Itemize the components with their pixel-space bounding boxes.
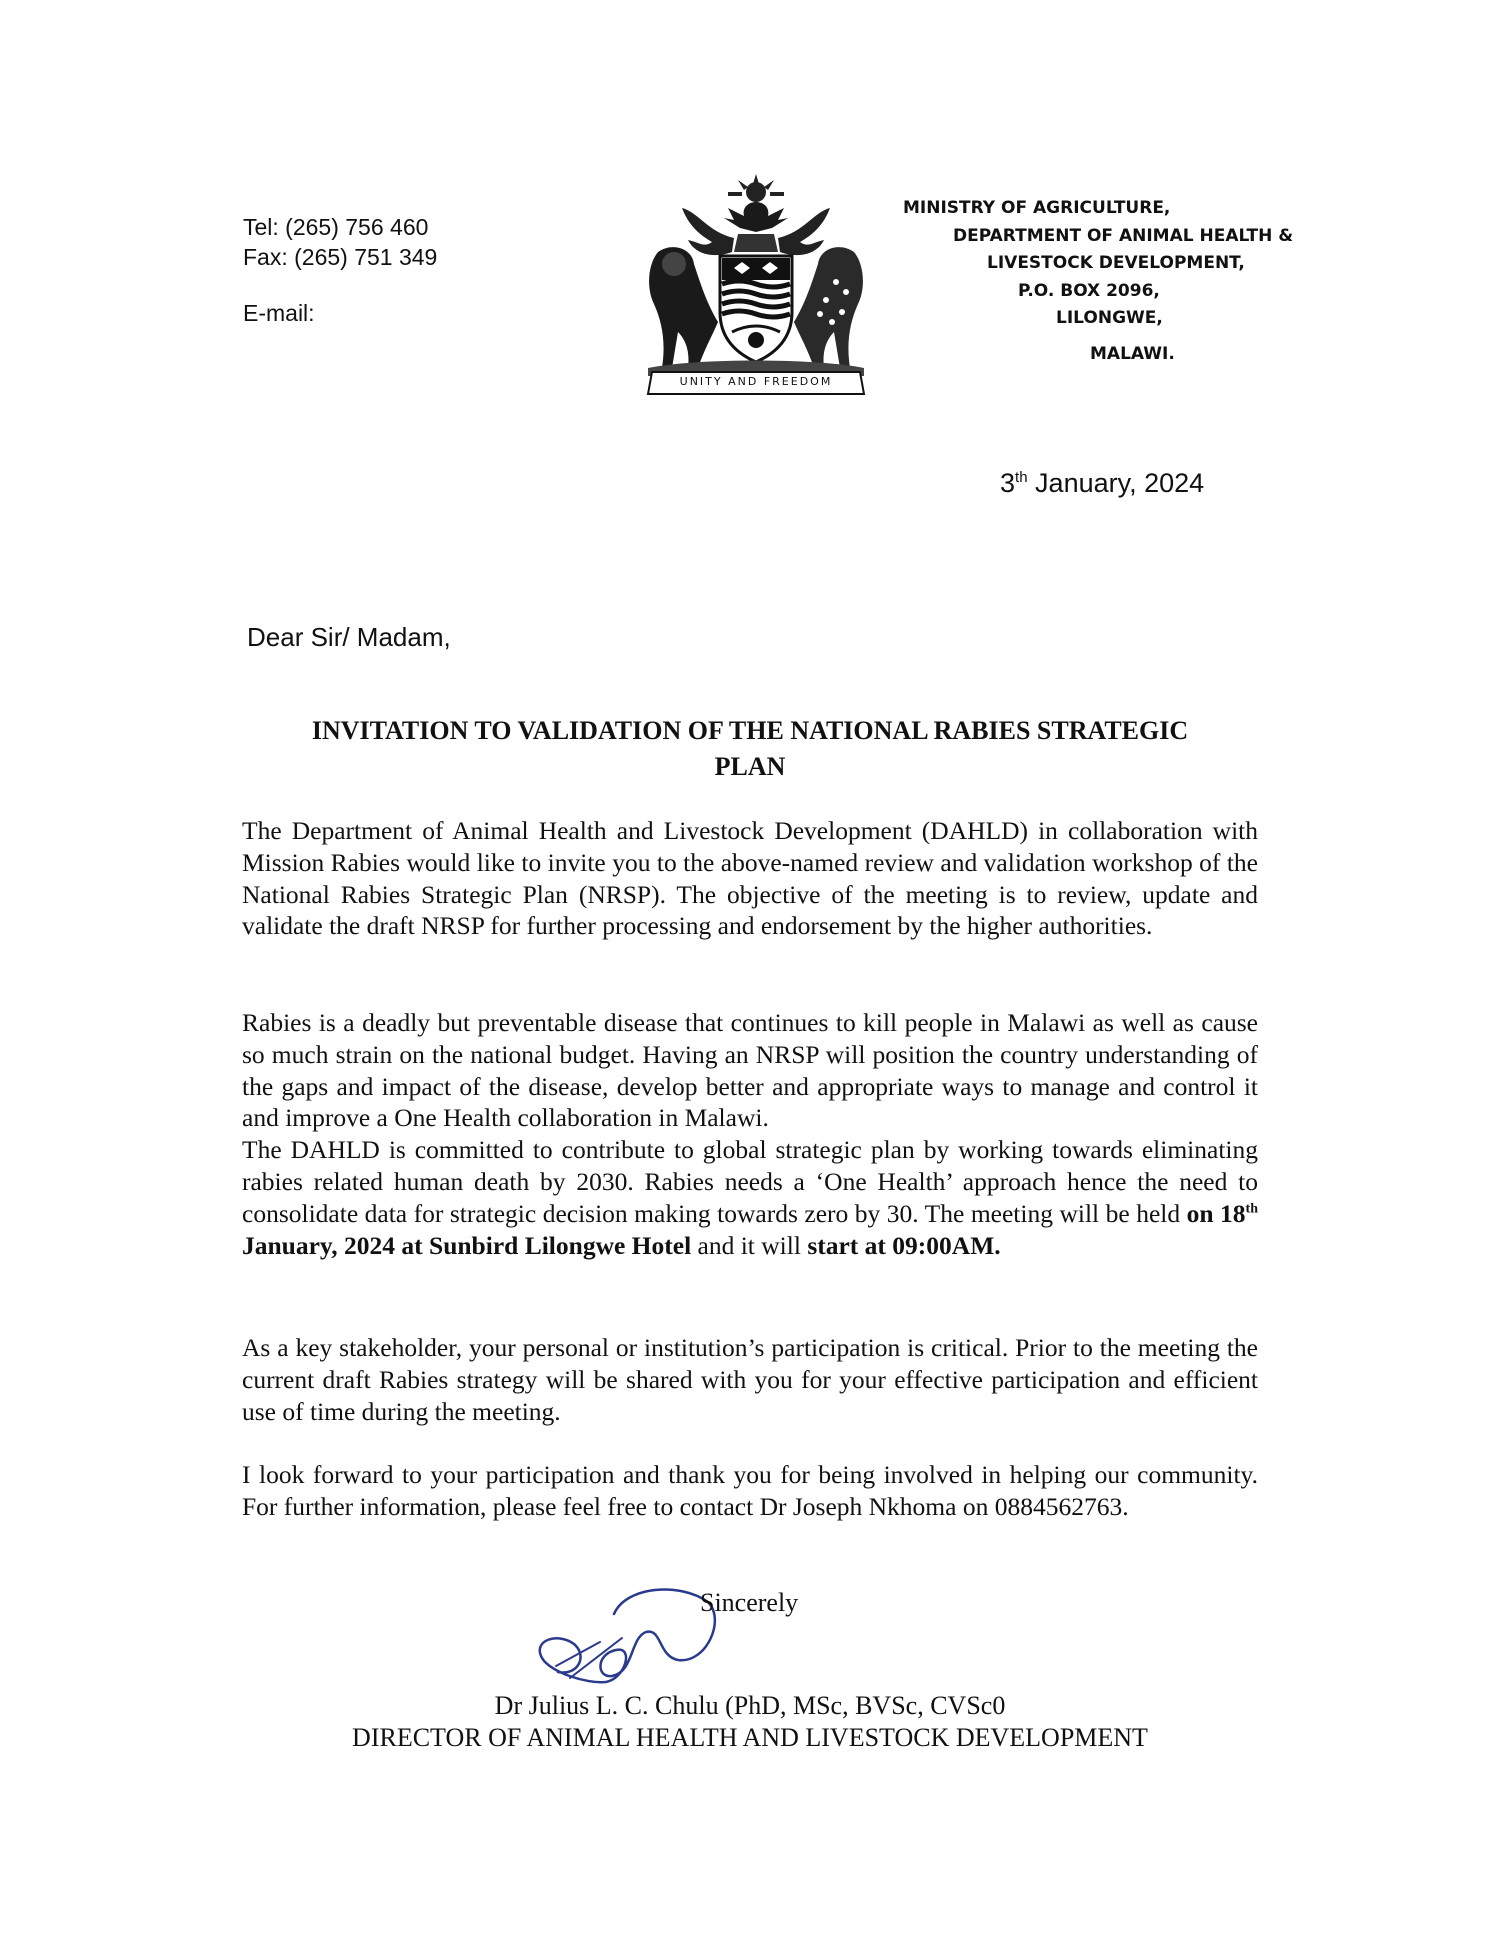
crest-motto: UNITY AND FREEDOM <box>679 375 833 388</box>
signatory <box>0 1690 1500 1754</box>
paragraph-rabies: Rabies is a deadly but preventable disease that continues to kill people in Malawi as well as cause so much strain on the national budget. Having an NRSP will position the country understanding of the gaps and impact of the disease, develop better and appropriate ways to manage and control it and improve a One Health collaboration in Malawi. The DAHLD is committed to contribute to global strategic plan by working towards eliminating rabies related human death by 2030. Rabies needs a ‘One Health’ approach hence the need to consolidate data for strategic decision making towards zero by 30. The meeting will be held on 18th January, 2024 at Sunbird Lilongwe Hotel and it will start at 09:00AM. <box>242 1008 1258 1260</box>
address-line-livestock: LIVESTOCK DEVELOPMENT, <box>987 253 1245 273</box>
letter-title: INVITATION TO VALIDATION OF THE NATIONAL RABIES STRATEGIC PLAN <box>311 716 1189 781</box>
address-line-pobox: P.O. BOX 2096, <box>1018 281 1160 301</box>
address-line-ministry: MINISTRY OF AGRICULTURE, <box>903 198 1171 218</box>
fax: Fax: (265) 751 349 <box>243 244 438 270</box>
paragraph-contact: I look forward to your participation and thank you for being involved in helping our community. For further information, please feel free to contact Dr Joseph Nkhoma on 0884562763. <box>242 1460 1258 1521</box>
address-line-country: MALAWI. <box>1090 344 1175 364</box>
signatory-position: DIRECTOR OF ANIMAL HEALTH AND LIVESTOCK DEVELOPMENT <box>352 1723 1148 1752</box>
telephone: Tel: (265) 756 460 <box>243 214 429 240</box>
contact-block <box>243 212 437 328</box>
signatory-name: Dr Julius L. C. Chulu (PhD, MSc, BVSc, CVSc0 <box>494 1691 1006 1720</box>
letter-date: 3th January, 2024 <box>1000 468 1205 498</box>
paragraph-stakeholder: As a key stakeholder, your personal or institution’s participation is critical. Prior to the meeting the current draft Rabies strategy will be shared with you for your effective participation and efficient use of time during the meeting. <box>242 1333 1258 1426</box>
coat-of-arms-icon <box>628 172 884 397</box>
salutation: Dear Sir/ Madam, <box>247 622 451 652</box>
address-line-city: LILONGWE, <box>1056 308 1163 328</box>
address-line-department: DEPARTMENT OF ANIMAL HEALTH & <box>953 226 1294 246</box>
paragraph-introduction: The Department of Animal Health and Livestock Development (DAHLD) in collaboration with Mission Rabies would like to invite you to the above-named review and validation workshop of the National Rabies Strategic Plan (NRSP). The objective of the meeting is to review, update and validate the draft NRSP for further processing and endorsement by the higher authorities. <box>242 816 1258 941</box>
closing-sincerely: Sincerely <box>700 1588 799 1617</box>
email-label: E-mail: <box>243 300 315 326</box>
